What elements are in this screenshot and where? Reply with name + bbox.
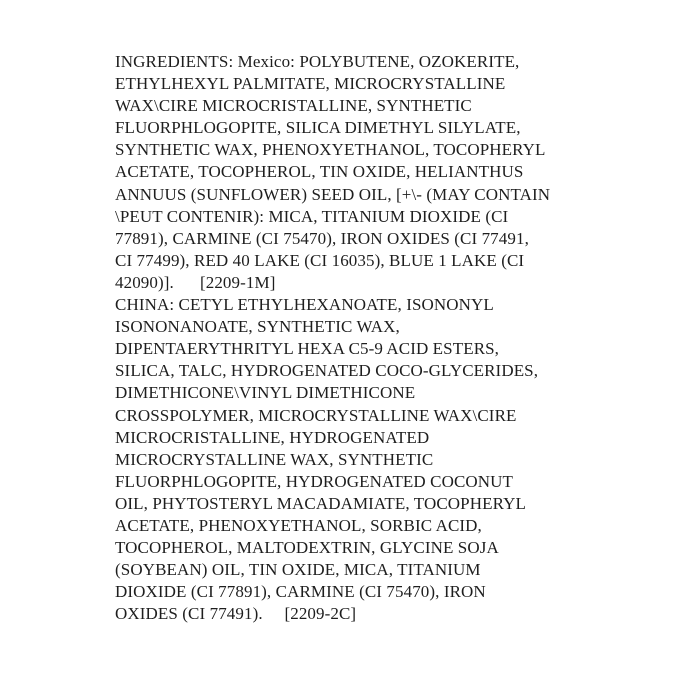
ingredients-line: WAX\CIRE MICROCRISTALLINE, SYNTHETIC <box>115 96 472 116</box>
ingredients-line: INGREDIENTS: Mexico: POLYBUTENE, OZOKERITE, <box>115 52 520 71</box>
ingredients-line: ETHYLHEXYL PALMITATE, MICROCRYSTALLINE <box>115 74 506 94</box>
ingredients-line: FLUORPHLOGOPITE, SILICA DIMETHYL SILYLATE, <box>115 118 521 138</box>
ingredients-text-block <box>115 51 585 625</box>
ingredients-line: DIPENTAERYTHRITYL HEXA C5-9 ACID ESTERS, <box>115 339 500 359</box>
ingredients-line: CI 77499), RED 40 LAKE (CI 16035), BLUE 1 LAKE (CI <box>115 250 525 270</box>
ingredients-line: CHINA: CETYL ETHYLHEXANOATE, ISONONYL <box>115 295 494 315</box>
ingredients-line: ISONONANOATE, SYNTHETIC WAX, <box>115 317 400 337</box>
ingredients-line: ACETATE, TOCOPHEROL, TIN OXIDE, HELIANTHUS <box>115 162 524 182</box>
ingredients-line: (SOYBEAN) OIL, TIN OXIDE, MICA, TITANIUM <box>115 560 481 580</box>
ingredients-line: DIMETHICONE\VINYL DIMETHICONE <box>115 383 416 403</box>
ingredients-line: MICROCRISTALLINE, HYDROGENATED <box>115 427 430 447</box>
ingredients-line: SYNTHETIC WAX, PHENOXYETHANOL, TOCOPHERYL <box>115 140 546 160</box>
ingredients-line: OIL, PHYTOSTERYL MACADAMIATE, TOCOPHERYL <box>115 493 526 513</box>
ingredients-line-batch-code-china: OXIDES (CI 77491). [2209-2C] <box>115 604 357 624</box>
ingredients-line: \PEUT CONTENIR): MICA, TITANIUM DIOXIDE (CI <box>115 206 509 226</box>
ingredients-line-batch-code-mexico: 42090)]. [2209-1M] <box>115 272 276 292</box>
ingredients-line: FLUORPHLOGOPITE, HYDROGENATED COCONUT <box>115 471 514 491</box>
ingredients-line: ACETATE, PHENOXYETHANOL, SORBIC ACID, <box>115 515 482 535</box>
ingredients-line: 77891), CARMINE (CI 75470), IRON OXIDES (CI 77491, <box>115 228 529 248</box>
ingredients-line: CROSSPOLYMER, MICROCRYSTALLINE WAX\CIRE <box>115 405 517 425</box>
ingredients-line: MICROCRYSTALLINE WAX, SYNTHETIC <box>115 449 434 469</box>
ingredients-line: DIOXIDE (CI 77891), CARMINE (CI 75470), IRON <box>115 582 486 602</box>
ingredients-line: SILICA, TALC, HYDROGENATED COCO-GLYCERIDES, <box>115 361 539 381</box>
ingredients-line: TOCOPHEROL, MALTODEXTRIN, GLYCINE SOJA <box>115 538 499 558</box>
ingredients-line: ANNUUS (SUNFLOWER) SEED OIL, [+\- (MAY CONTAIN <box>115 184 551 204</box>
